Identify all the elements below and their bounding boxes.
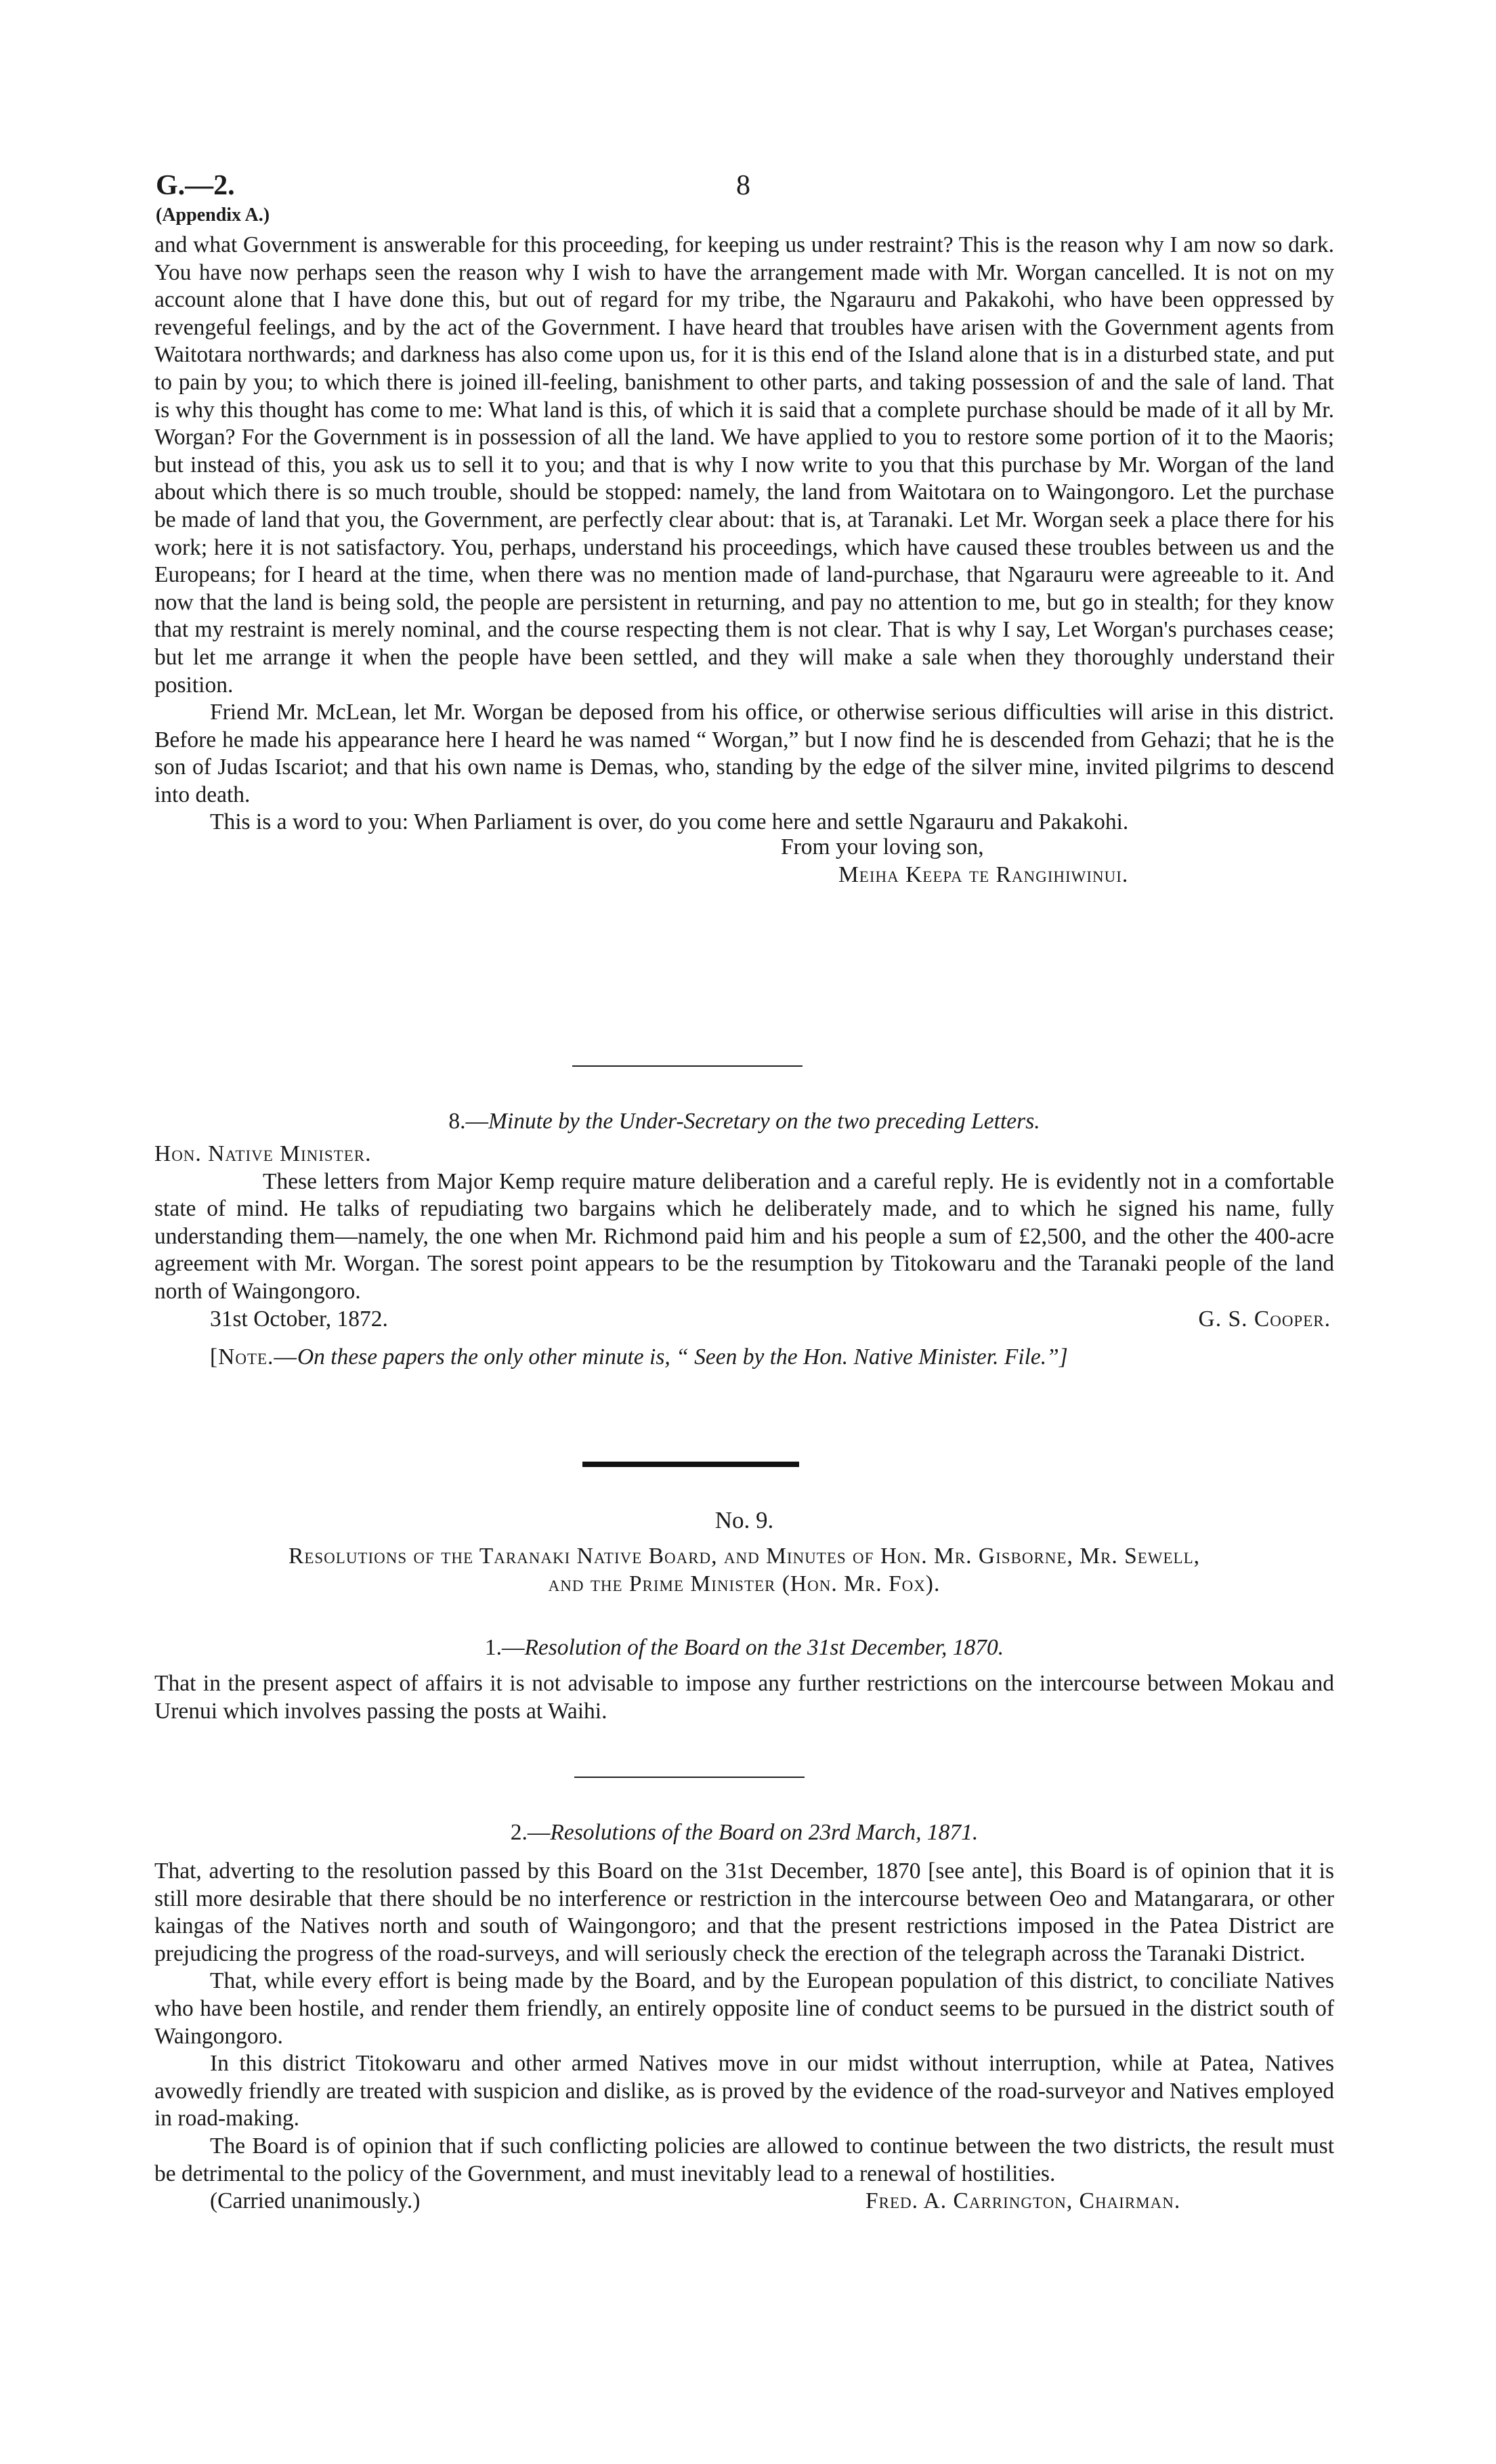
chairman-signature: Fred. A. Carrington, Chairman. (865, 2188, 1181, 2214)
resolution-1-heading (154, 1635, 1334, 1661)
carried-note: (Carried unanimously.) (210, 2188, 421, 2214)
note-label: [Note.— (210, 1344, 297, 1369)
page-number: 8 (736, 170, 750, 201)
section-divider (574, 1777, 805, 1778)
resolution-2-heading (154, 1820, 1334, 1846)
document-code: G.—2. (156, 170, 235, 201)
section-divider-heavy (582, 1462, 799, 1467)
resolution-paragraph: In this district Titokowaru and other armed Natives move in our midst without interruption, while at Patea, Natives avowedly friendly are treated with suspicion and dislike, as is proved by the evidence of the road-surveyor and Natives employed in road-making. (154, 2051, 1334, 2131)
minute-sign-row (154, 1306, 1334, 1333)
section-divider (572, 1065, 803, 1067)
resolution-text: That in the present aspect of affairs it is not advisable to impose any further restrictions on the intercourse between Mokau and Urenui which involves passing the posts at Waihi. (154, 1671, 1334, 1724)
note-text: On these papers the only other minute is, “ Seen by the Hon. Native Minister. File.”] (297, 1344, 1068, 1369)
appendix-label: (Appendix A.) (156, 205, 270, 226)
resolution-paragraph: The Board is of opinion that if such conflicting policies are allowed to continue between the two districts, the result must be detrimental to the policy of the Government, and must inevitably lead to a renewal of hostilities. (154, 2133, 1334, 2186)
resolution-title: Resolutions of the Board on 23rd March, 1871. (550, 1820, 979, 1845)
letter-paragraph: and what Government is answerable for this proceeding, for keeping us under restraint? This is the reason why I am now so dark. You have now perhaps seen the reason why I wish to have the arrangement made with Mr. Worgan cancelled. It is not on my account alone that I have done this, but out of regard for my tribe, the Ngarauru and Pakakohi, who have been oppressed by revengeful feelings, and by the act of the Government. I have heard that troubles have arisen with the Government agents from Waitotara northwards; and darkness has also come upon us, for it is this end of the Island alone that is in a disturbed state, and put to pain by you; to which there is joined ill-feeling, banishment to other parts, and taking possession of and the sale of land. That is why this thought has come to me: What land is this, of which it is said that a complete purchase should be made of it all by Mr. Worgan? For the Government is in possession of all the land. We have applied to you to restore some portion of it to the Maoris; but instead of this, you ask us to sell it to you; and that is why I now write to you that this purchase by Mr. Worgan of the land about which there is so much trouble, should be stopped: namely, the land from Waitotara on to Waingongoro. Let the purchase be made of land that you, the Government, are perfectly clear about: that is, at Taranaki. Let Mr. Worgan seek a place there for his work; here it is not satisfactory. You, perhaps, understand his proceedings, which have caused these troubles between us and the Europeans; for I heard at the time, when there was no mention made of land-purchase, that Ngarauru were agreeable to it. And now that the land is being sold, the people are persistent in returning, and pay no attention to me, but go in stealth; for they know that my restraint is merely nominal, and the course respecting them is not clear. That is why I say, Let Worgan's purchases cease; but let me arrange it when the people have been settled, and they will make a sale when they thoroughly understand their position. (154, 232, 1334, 698)
letter-paragraph: This is a word to you: When Parliament is over, do you come here and settle Ngarauru and Pakakohi. (210, 809, 1129, 835)
minute-8-body (154, 1141, 1334, 1371)
minute-signature: G. S. Cooper. (1198, 1306, 1331, 1332)
subtitle-line: Resolutions of the Taranaki Native Board, and Minutes of Hon. Mr. Gisborne, Mr. Sewell, (288, 1544, 1201, 1569)
minute-title: Minute by the Under-Secretary on the two preceding Letters. (488, 1109, 1040, 1134)
section-9-subtitle (154, 1543, 1334, 1598)
resolution-number: 1.— (484, 1635, 525, 1660)
resolution-sign-row (154, 2188, 1334, 2215)
resolution-number: 2.— (510, 1820, 551, 1845)
letter-signature: Meiha Keepa te Rangihiwinui. (838, 862, 1129, 887)
resolution-title: Resolution of the Board on the 31st December, 1870. (524, 1635, 1004, 1660)
minute-text: These letters from Major Kemp require mature deliberation and a careful reply. He is evidently not in a comfortable state of mind. He talks of repudiating two bargains which he deliberately made, and to which he signed his name, fully understanding them—namely, the one when Mr. Richmond paid him and his people a sum of £2,500, and the other the 400-acre agreement with Mr. Worgan. The sorest point appears to be the resumption by Titokowaru and the Taranaki people of the land north of Waingongoro. (154, 1168, 1334, 1304)
resolution-1-body (154, 1670, 1334, 1725)
minute-number: 8.— (448, 1109, 488, 1134)
resolution-2-body (154, 1858, 1334, 2215)
resolution-paragraph: That, adverting to the resolution passed by this Board on the 31st December, 1870 [see ante], this Board is of opinion that it is still more desirable that there should be no interference or restriction in the intercourse between Oeo and Matangarara, or other kaingas of the Natives north and south of Waingongoro; and that the present restrictions imposed in the Patea District are prejudicing the progress of the road-surveys, and will seriously check the erection of the telegraph across the Taranaki District. (154, 1858, 1334, 1966)
letter-paragraph: Friend Mr. McLean, let Mr. Worgan be deposed from his office, or otherwise serious difficulties will arise in this district. Before he made his appearance here I heard he was named “ Worgan,” but I now find he is descended from Gehazi; that he is the son of Judas Iscariot; and that his own name is Demas, who, standing by the edge of the silver mine, invited pilgrims to descend into death. (154, 700, 1334, 807)
minute-note (154, 1344, 1334, 1372)
minute-8-heading (154, 1109, 1334, 1134)
minute-date: 31st October, 1872. (210, 1306, 388, 1332)
subtitle-line: and the Prime Minister (Hon. Mr. Fox). (548, 1571, 941, 1596)
resolution-paragraph: That, while every effort is being made by the Board, and by the European population of this district, to conciliate Natives who have been hostile, and render them friendly, an entirely opposite line of conduct seems to be pursued in the district south of Waingongoro. (154, 1968, 1334, 2049)
minute-addressee: Hon. Native Minister. (154, 1141, 372, 1166)
letter-closing: From your loving son, (781, 834, 984, 860)
section-9-heading: No. 9. (714, 1507, 774, 1533)
letter-continuation (154, 232, 1334, 889)
